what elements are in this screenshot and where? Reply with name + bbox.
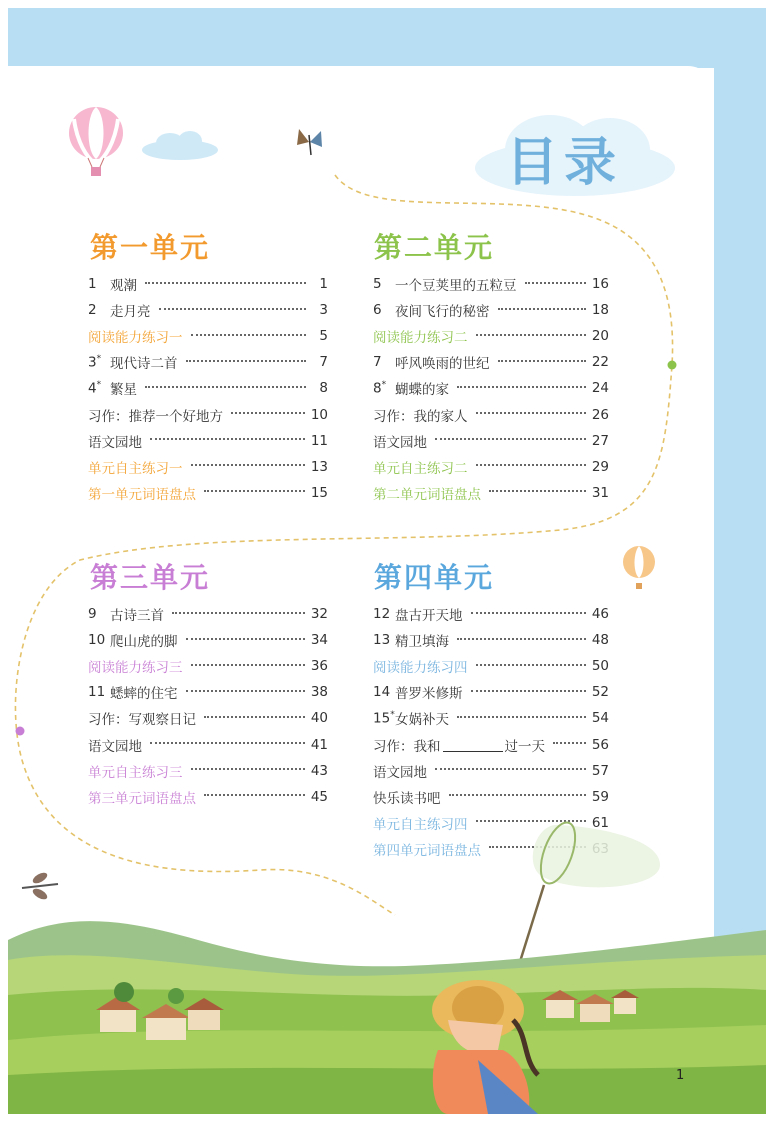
entry-label: 习作：我的家人: [373, 408, 468, 425]
leader-dots: [476, 463, 586, 466]
leader-dots: [191, 767, 305, 770]
leader-dots: [231, 411, 305, 414]
entry-page: 11: [310, 432, 328, 449]
entry-label: 普罗米修斯: [395, 686, 463, 703]
entry-label: 女娲补天: [395, 712, 449, 729]
entry-label: 繁星: [110, 382, 137, 399]
entry-page: 59: [591, 788, 609, 805]
toc-entry[interactable]: [373, 480, 609, 506]
toc-entry[interactable]: [88, 271, 328, 297]
entry-label: 语文园地: [88, 738, 142, 755]
leader-dots: [457, 385, 586, 388]
toc-entry[interactable]: [373, 731, 609, 757]
optional-mark: *: [96, 354, 102, 365]
leader-dots: [498, 359, 586, 362]
toc-entry[interactable]: [88, 323, 328, 349]
entry-label: 单元自主练习三: [88, 764, 183, 781]
toc-entry[interactable]: [88, 731, 328, 757]
toc-entry[interactable]: [373, 349, 609, 375]
toc-entry[interactable]: [373, 784, 609, 810]
entry-page: 15: [310, 484, 328, 501]
leader-dots: [204, 715, 305, 718]
leader-dots: [553, 741, 586, 744]
cloud-icon: [140, 128, 220, 162]
entry-label: 单元自主练习四: [373, 816, 468, 833]
entry-label: 单元自主练习一: [88, 460, 183, 477]
entry-page: 38: [310, 684, 328, 701]
toc-entry[interactable]: [88, 428, 328, 454]
entry-number: 11: [88, 684, 106, 701]
toc-entry[interactable]: [88, 349, 328, 375]
entry-label-after: 过一天: [504, 738, 545, 755]
entry-number: 2: [88, 302, 97, 319]
entry-number-digit: 8: [373, 380, 382, 397]
entry-number: 1: [88, 276, 97, 293]
unit-3-title: 第三单元: [90, 561, 211, 594]
entry-page: 16: [591, 276, 609, 293]
entry-number-digit: 15: [373, 710, 391, 727]
entry-page: 26: [591, 406, 609, 423]
entry-page: 46: [591, 606, 609, 623]
leader-dots: [159, 307, 307, 310]
unit-1-toc-list: [88, 271, 328, 506]
entry-label: 第二单元词语盘点: [373, 486, 481, 503]
dragonfly-icon: [18, 868, 62, 904]
entry-number: 14: [373, 684, 391, 701]
entry-label: 阅读能力练习一: [88, 330, 183, 347]
entry-label: 古诗三首: [110, 608, 164, 625]
toc-entry[interactable]: [88, 758, 328, 784]
leader-dots: [145, 281, 306, 284]
entry-page: 13: [310, 458, 328, 475]
entry-number: [373, 380, 395, 397]
optional-mark: *: [96, 380, 102, 391]
entry-number: 5: [373, 276, 382, 293]
leader-dots: [204, 489, 305, 492]
toc-entry[interactable]: [88, 784, 328, 810]
entry-number: 9: [88, 606, 97, 623]
entry-number: [88, 354, 110, 371]
entry-page: 48: [591, 632, 609, 649]
butterfly-icon: [295, 125, 325, 159]
leader-dots: [191, 333, 307, 336]
entry-page: 45: [310, 788, 328, 805]
toc-entry[interactable]: [88, 480, 328, 506]
leader-dots: [525, 281, 586, 284]
toc-entry[interactable]: [373, 428, 609, 454]
entry-page: 36: [310, 658, 328, 675]
toc-entry[interactable]: [373, 627, 609, 653]
entry-label: 现代诗二首: [110, 356, 178, 373]
entry-label: 精卫填海: [395, 634, 449, 651]
entry-label: 语文园地: [88, 434, 142, 451]
entry-page: 24: [591, 380, 609, 397]
toc-entry[interactable]: [88, 297, 328, 323]
entry-label: 蝴蝶的家: [395, 382, 449, 399]
entry-label: 阅读能力练习四: [373, 660, 468, 677]
toc-entry[interactable]: [88, 653, 328, 679]
leader-dots: [145, 385, 306, 388]
leader-dots: [471, 611, 586, 614]
entry-label: 第一单元词语盘点: [88, 486, 196, 503]
entry-number: 10: [88, 632, 106, 649]
optional-mark: *: [381, 380, 387, 391]
entry-page: 7: [319, 354, 328, 371]
entry-page: 1: [319, 276, 328, 293]
leader-dots: [435, 767, 586, 770]
entry-label: 快乐读书吧: [373, 790, 441, 807]
entry-page: 61: [591, 814, 609, 831]
leader-dots: [457, 715, 586, 718]
entry-number: 13: [373, 632, 391, 649]
fill-in-blank: [443, 737, 503, 752]
toc-entry[interactable]: [373, 323, 609, 349]
leader-dots: [476, 333, 586, 336]
path-dot-green: [668, 361, 677, 370]
toc-entry[interactable]: [373, 679, 609, 705]
toc-entry[interactable]: [88, 401, 328, 427]
unit-4-title: 第四单元: [374, 561, 495, 594]
entry-label: 语文园地: [373, 434, 427, 451]
unit-2-toc-list: [373, 271, 609, 506]
leader-dots: [150, 437, 305, 440]
hot-air-balloon-icon: [620, 545, 658, 593]
entry-page: 18: [591, 302, 609, 319]
entry-page: 43: [310, 762, 328, 779]
unit-1-title: 第一单元: [90, 231, 211, 264]
toc-entry[interactable]: [373, 401, 609, 427]
entry-label: 第四单元词语盘点: [373, 842, 481, 859]
entry-label: 夜间飞行的秘密: [395, 304, 490, 321]
entry-label: 习作：写观察日记: [88, 712, 196, 729]
entry-label: 阅读能力练习三: [88, 660, 183, 677]
leader-dots: [489, 489, 586, 492]
landscape-illustration: [8, 900, 766, 1114]
entry-label: 爬山虎的脚: [110, 634, 178, 651]
toc-entry[interactable]: [88, 375, 328, 401]
unit-3-toc-list: [88, 601, 328, 810]
toc-entry[interactable]: [373, 297, 609, 323]
entry-page: 29: [591, 458, 609, 475]
toc-entry[interactable]: [373, 271, 609, 297]
entry-page: 34: [310, 632, 328, 649]
toc-entry[interactable]: [373, 375, 609, 401]
toc-entry[interactable]: [373, 653, 609, 679]
entry-page: 22: [591, 354, 609, 371]
leader-dots: [191, 463, 305, 466]
entry-label: 阅读能力练习二: [373, 330, 468, 347]
entry-page: 32: [310, 606, 328, 623]
leader-dots: [476, 663, 586, 666]
entry-page: 56: [591, 736, 609, 753]
entry-page: 57: [591, 762, 609, 779]
entry-page: 50: [591, 658, 609, 675]
toc-entry[interactable]: [88, 705, 328, 731]
entry-label: 习作：我和: [373, 738, 441, 755]
entry-label: 一个豆荚里的五粒豆: [395, 278, 517, 295]
entry-label: 盘古开天地: [395, 608, 463, 625]
toc-entry[interactable]: [88, 454, 328, 480]
entry-label: 观潮: [110, 278, 137, 295]
entry-page: 5: [319, 328, 328, 345]
entry-number: 6: [373, 302, 382, 319]
leader-dots: [204, 793, 305, 796]
toc-entry[interactable]: [88, 627, 328, 653]
entry-page: 40: [310, 710, 328, 727]
leader-dots: [172, 611, 305, 614]
leader-dots: [471, 689, 586, 692]
leader-dots: [186, 689, 305, 692]
toc-entry[interactable]: [373, 454, 609, 480]
entry-label: 呼风唤雨的世纪: [395, 356, 490, 373]
entry-page: 20: [591, 328, 609, 345]
leader-dots: [150, 741, 305, 744]
entry-page: 8: [319, 380, 328, 397]
leader-dots: [476, 411, 586, 414]
leader-dots: [435, 437, 586, 440]
entry-page: 52: [591, 684, 609, 701]
leader-dots: [191, 663, 305, 666]
toc-entry[interactable]: [88, 601, 328, 627]
entry-label: 蟋蟀的住宅: [110, 686, 178, 703]
entry-page: 27: [591, 432, 609, 449]
entry-number: [373, 710, 395, 727]
leader-dots: [186, 359, 307, 362]
hot-air-balloon-icon: [64, 105, 128, 181]
optional-mark: *: [390, 710, 395, 721]
entry-number-digit: 3: [88, 354, 97, 371]
entry-label: 单元自主练习二: [373, 460, 468, 477]
entry-label: 语文园地: [373, 764, 427, 781]
entry-page: 41: [310, 736, 328, 753]
toc-entry[interactable]: [373, 705, 609, 731]
unit-2-title: 第二单元: [374, 231, 495, 264]
leader-dots: [498, 307, 586, 310]
entry-number: 7: [373, 354, 382, 371]
entry-page: 3: [319, 302, 328, 319]
entry-page: 31: [591, 484, 609, 501]
entry-number: 12: [373, 606, 391, 623]
entry-label: 走月亮: [110, 304, 151, 321]
toc-entry[interactable]: [373, 758, 609, 784]
leader-dots: [457, 637, 586, 640]
toc-entry[interactable]: [88, 679, 328, 705]
entry-label: 第三单元词语盘点: [88, 790, 196, 807]
leader-dots: [186, 637, 305, 640]
page-title: 目录: [506, 133, 623, 193]
leader-dots: [449, 793, 586, 796]
entry-number: [88, 380, 110, 397]
entry-page: 10: [310, 406, 328, 423]
entry-page: 54: [591, 710, 609, 727]
toc-entry[interactable]: [373, 601, 609, 627]
entry-number-digit: 4: [88, 380, 97, 397]
entry-label: 习作：推荐一个好地方: [88, 408, 223, 425]
page-number: 1: [676, 1068, 685, 1083]
path-dot-purple: [16, 727, 25, 736]
